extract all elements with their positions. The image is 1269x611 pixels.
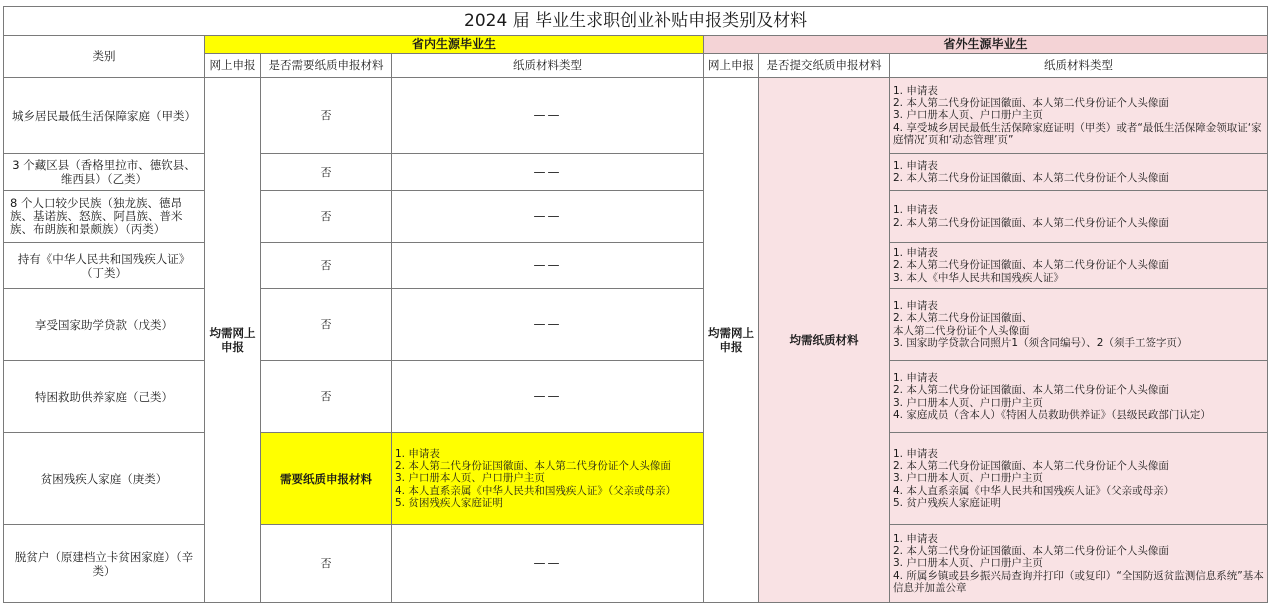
list-item: 1. 申请表: [893, 532, 938, 545]
in-type-cell: ——: [392, 78, 704, 154]
list-item: 3. 户口册本人页、户口册户主页: [395, 472, 545, 485]
out-items-cell: [890, 191, 1268, 243]
in-type-cell: ——: [392, 525, 704, 603]
list-item: 本人第二代身份证个人头像面: [893, 324, 1030, 337]
list-item: 4. 家庭成员（含本人）《特困人员救助供养证》（县级民政部门认定）: [893, 408, 1211, 421]
list-item: 2. 本人第二代身份证国徽面、本人第二代身份证个人头像面: [893, 384, 1169, 397]
in-need-cell: 否: [261, 78, 392, 154]
list-item: 3. 户口册本人页、户口册户主页: [893, 396, 1043, 409]
out-items-cell: [890, 154, 1268, 191]
in-type-cell: ——: [392, 243, 704, 289]
header-paper-type: 纸质材料类型: [392, 54, 704, 78]
list-item: 2. 本人第二代身份证国徽面、本人第二代身份证个人头像面: [893, 259, 1169, 272]
list-item: 1. 申请表: [893, 247, 938, 260]
category-cell: 持有《中华人民共和国残疾人证》（丁类）: [4, 243, 205, 289]
list-item: 4. 本人直系亲属《中华人民共和国残疾人证》（父亲或母亲）: [893, 484, 1175, 497]
category-cell: 享受国家助学贷款（戊类）: [4, 289, 205, 361]
out-items-cell: [890, 78, 1268, 154]
category-cell: 8 个人口较少民族（独龙族、德昂族、基诺族、怒族、阿昌族、普米族、布朗族和景颇族）（丙类）: [4, 191, 205, 243]
out-items-cell: [890, 361, 1268, 433]
list-item: 1. 申请表: [893, 84, 938, 97]
table-row: [4, 289, 1268, 361]
list-item: 1. 申请表: [893, 159, 938, 172]
table-row: [4, 78, 1268, 154]
out-online-merged: 均需网上申报: [704, 78, 759, 603]
list-item: 1. 申请表: [395, 447, 440, 460]
in-need-cell: 否: [261, 361, 392, 433]
in-need-cell: 否: [261, 289, 392, 361]
subsidy-table: [3, 6, 1268, 603]
list-item: 2. 本人第二代身份证国徽面、本人第二代身份证个人头像面: [395, 460, 671, 473]
list-item: 1. 申请表: [893, 447, 938, 460]
list-item: 4. 本人直系亲属《中华人民共和国残疾人证》（父亲或母亲）: [395, 484, 677, 497]
header-out-submit-paper: 是否提交纸质申报材料: [759, 54, 890, 78]
list-item: 3. 户口册本人页、户口册户主页: [893, 109, 1043, 122]
category-cell: 城乡居民最低生活保障家庭（甲类）: [4, 78, 205, 154]
table-row: [4, 243, 1268, 289]
list-item: 2. 本人第二代身份证国徽面、本人第二代身份证个人头像面: [893, 545, 1169, 558]
list-item: 3. 本人《中华人民共和国残疾人证》: [893, 271, 1064, 284]
in-type-cell: ——: [392, 154, 704, 191]
category-cell: 脱贫户（原建档立卡贫困家庭）（辛类）: [4, 525, 205, 603]
table-row: [4, 191, 1268, 243]
table-row: [4, 154, 1268, 191]
list-item: 4. 享受城乡居民最低生活保障家庭证明（甲类）或者“最低生活保障金领取证‘家庭情况’页和‘动态管理’页”: [893, 121, 1262, 146]
in-need-cell: 否: [261, 525, 392, 603]
in-items-cell: [392, 433, 704, 525]
in-need-cell: 否: [261, 191, 392, 243]
in-need-cell: 需要纸质申报材料: [261, 433, 392, 525]
table-row: [4, 361, 1268, 433]
in-need-cell: 否: [261, 154, 392, 191]
in-type-cell: ——: [392, 191, 704, 243]
header-out-paper-type: 纸质材料类型: [890, 54, 1268, 78]
in-online-merged: 均需网上申报: [205, 78, 261, 603]
list-item: 2. 本人第二代身份证国徽面、本人第二代身份证个人头像面: [893, 172, 1169, 184]
list-item: 5. 贫困残疾人家庭证明: [395, 496, 503, 509]
header-online: 网上申报: [205, 54, 261, 78]
list-item: 2. 本人第二代身份证国徽面、: [893, 312, 1033, 325]
list-item: 1. 申请表: [893, 372, 938, 385]
out-paper-merged: 均需纸质材料: [759, 78, 890, 603]
list-item: 4. 所属乡镇或县乡振兴局查询并打印（或复印）“全国防返贫监测信息系统”基本信息并加盖公章: [893, 569, 1264, 594]
list-item: 2. 本人第二代身份证国徽面、本人第二代身份证个人头像面: [893, 460, 1169, 473]
header-out-province: 省外生源毕业生: [704, 36, 1268, 54]
header-in-need-paper: 是否需要纸质申报材料: [261, 54, 392, 78]
list-item: 2. 本人第二代身份证国徽面、本人第二代身份证个人头像面: [893, 216, 1169, 229]
in-type-cell: ——: [392, 289, 704, 361]
header-category: 类别: [4, 36, 205, 78]
list-item: 2. 本人第二代身份证国徽面、本人第二代身份证个人头像面: [893, 97, 1169, 110]
header-in-province: 省内生源毕业生: [205, 36, 704, 54]
list-item: 1. 申请表: [893, 300, 938, 313]
list-item: 3. 户口册本人页、户口册户主页: [893, 472, 1043, 485]
table-row: [4, 433, 1268, 525]
out-items-cell: [890, 433, 1268, 525]
list-item: 1. 申请表: [893, 204, 938, 217]
in-type-cell: ——: [392, 361, 704, 433]
list-item: 3. 国家助学贷款合同照片1（须含同编号）、2（须手工签字页）: [893, 336, 1188, 349]
list-item: 3. 户口册本人页、户口册户主页: [893, 557, 1043, 570]
table-row: [4, 525, 1268, 603]
header-out-online: 网上申报: [704, 54, 759, 78]
sheet-title: 2024 届 毕业生求职创业补贴申报类别及材料: [4, 7, 1268, 36]
out-items-cell: [890, 243, 1268, 289]
list-item: 5. 贫户残疾人家庭证明: [893, 496, 1001, 509]
out-items-cell: [890, 525, 1268, 603]
in-need-cell: 否: [261, 243, 392, 289]
category-cell: 特困救助供养家庭（己类）: [4, 361, 205, 433]
category-cell: 3 个藏区县（香格里拉市、德钦县、维西县）（乙类）: [4, 154, 205, 191]
category-cell: 贫困残疾人家庭（庚类）: [4, 433, 205, 525]
out-items-cell: [890, 289, 1268, 361]
